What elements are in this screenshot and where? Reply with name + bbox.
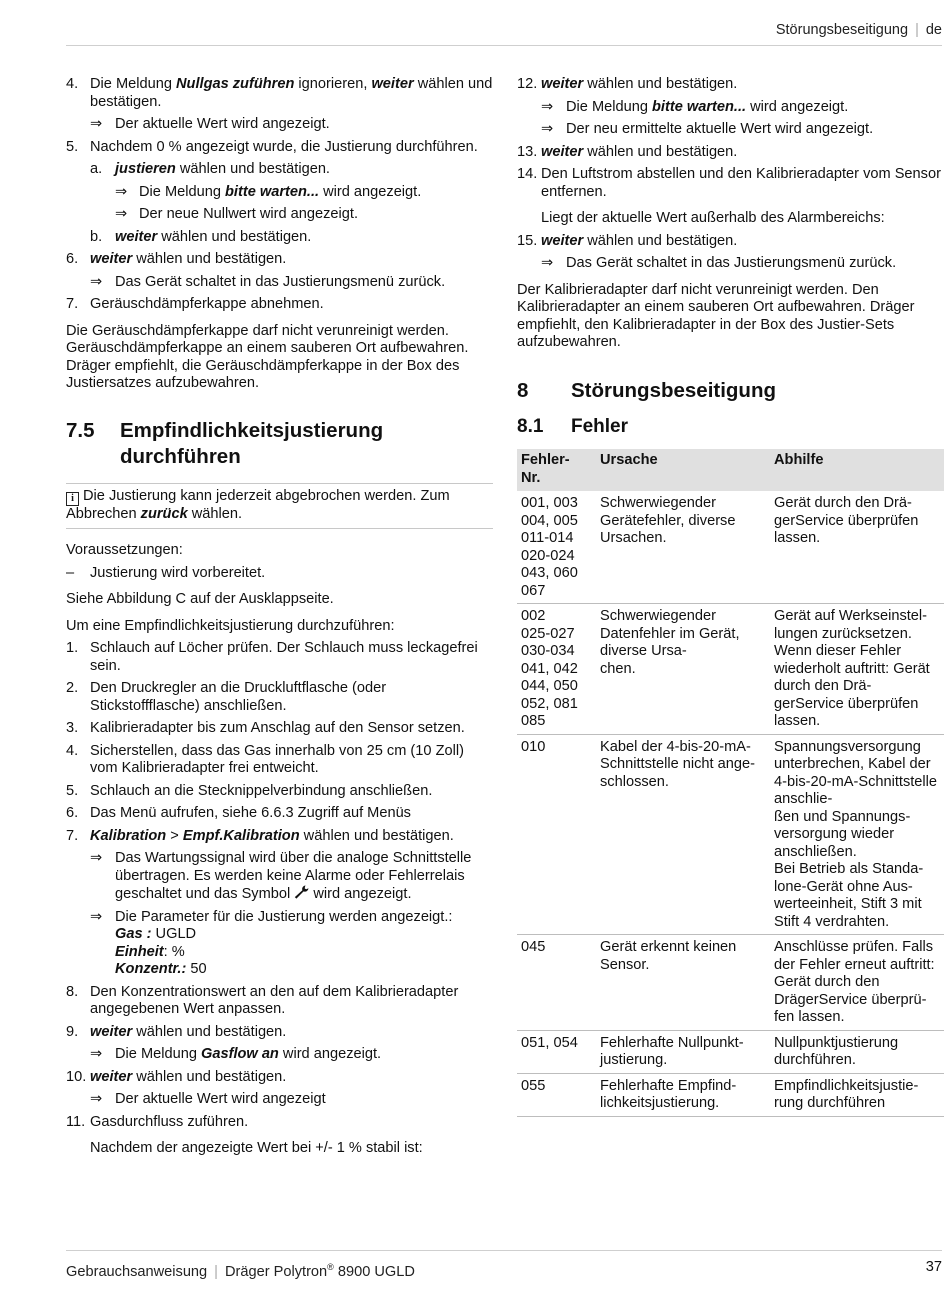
menu-separator: > [166, 827, 183, 844]
result-line [66, 116, 493, 134]
result-text: Die Meldung [115, 1046, 201, 1062]
step-6 [66, 251, 493, 269]
heading-title: Fehler [571, 415, 629, 437]
step-text: Den Luftstrom abstellen und den Kalibrieradapter vom Sensor entfernen. [541, 166, 941, 200]
step-11 [66, 1114, 493, 1132]
ui-term: justieren [115, 161, 176, 177]
step-text: Kalibrieradapter bis zum Anschlag auf den Sensor setzen. [90, 720, 465, 736]
step-text: Die Meldung [90, 76, 176, 92]
heading-number: 8.1 [517, 415, 544, 437]
cell-remedy: Spannungsversorgung unterbrechen, Kabel der 4-bis-20-mA-Schnittstelle anschlie- ßen und Spannungs- versorgung wieder anschließen. Bei Betrieb als Standa- lone-Gerät ohne Aus- werteeinheit, Stift 3 mit Stift 4 verdrahten. [770, 734, 944, 935]
prerequisites-label: Voraussetzungen: [66, 542, 183, 558]
running-header [776, 22, 942, 40]
substep-b [66, 229, 493, 247]
ui-term: weiter [541, 143, 584, 160]
cell-cause: Fehlerhafte Empfind- lichkeitsjustierung. [596, 1073, 770, 1116]
result-text: Der aktuelle Wert wird angezeigt. [115, 116, 330, 132]
step-text: Sicherstellen, dass das Gas innerhalb von 25 cm (10 Zoll) vom Kalibrieradapter frei entweicht. [90, 742, 464, 776]
result-arrow-icon: ⇒ [115, 183, 128, 200]
step-number: 1. [66, 640, 79, 656]
step-text: Nachdem 0 % angezeigt wurde, die Justierung durchführen. [90, 138, 478, 155]
result-text: Der aktuelle Wert wird angezeigt [115, 1091, 326, 1107]
step-text: ignorieren, [294, 76, 372, 92]
section-heading-8 [517, 378, 944, 404]
result-arrow-icon: ⇒ [90, 116, 103, 132]
step-11-note [66, 1140, 493, 1158]
step-number: 12. [517, 76, 538, 92]
step-15 [517, 233, 944, 251]
result-text: wird angezeigt. [319, 183, 422, 200]
ui-term: weiter [371, 76, 414, 92]
ui-term: Gasflow an [201, 1046, 279, 1062]
cell-remedy: Nullpunktjustierung durchführen. [770, 1030, 944, 1073]
step-number: 10. [66, 1068, 87, 1085]
cell-cause: Schwerwiegender Datenfehler im Gerät, diverse Ursa- chen. [596, 604, 770, 735]
result-line [66, 206, 493, 224]
result-arrow-icon: ⇒ [90, 273, 103, 290]
ui-term: weiter [115, 228, 158, 245]
heading-number: 8 [517, 378, 529, 402]
ui-term: zurück [140, 505, 188, 522]
prerequisite-item [66, 565, 493, 583]
wrench-icon [294, 885, 309, 899]
ui-term: weiter [90, 251, 133, 267]
step-14-note [517, 210, 944, 228]
header-rule [66, 45, 942, 46]
running-footer [66, 1259, 415, 1281]
footer-product: Dräger Polytron [224, 1263, 328, 1280]
cell-remedy: Empfindlichkeitsjustie- rung durchführen [770, 1073, 944, 1116]
section-heading-7-5 [66, 418, 493, 470]
result-arrow-icon: ⇒ [90, 1091, 103, 1107]
cell-cause: Fehlerhafte Nullpunkt- justierung. [596, 1030, 770, 1073]
step-8 [66, 984, 493, 1019]
step-5b [66, 783, 493, 801]
step-text: wählen und bestätigen. [132, 251, 287, 267]
result-line [517, 99, 944, 117]
step-text: wählen und bestätigen. [299, 827, 454, 844]
result-text: wird angezeigt. [746, 98, 849, 115]
step-text: wählen und bestätigen. [132, 1068, 287, 1085]
cell-cause: Gerät erkennt keinen Sensor. [596, 935, 770, 1031]
note-text: Die Justierung kann jederzeit abgebrochen werden. Zum Abbrechen [66, 487, 450, 522]
param-key: Gas : [115, 926, 152, 942]
result-arrow-icon: ⇒ [90, 850, 103, 866]
step-number: 5. [66, 782, 79, 799]
step-6b [66, 805, 493, 823]
error-table [517, 449, 944, 1117]
step-text: Das Menü aufrufen, siehe 6.6.3 Zugriff auf Menüs [90, 805, 411, 821]
param-value: UGLD [151, 926, 197, 942]
step-4 [66, 76, 493, 111]
footer-rule [66, 1250, 942, 1251]
ui-term: Kalibration [90, 827, 167, 844]
result-line [66, 850, 493, 904]
step-number: 13. [517, 143, 538, 160]
result-arrow-icon: ⇒ [115, 206, 128, 222]
step-text: wählen und bestätigen. [175, 161, 330, 177]
step-text: Schlauch auf Löcher prüfen. Der Schlauch muss leckagefrei sein. [90, 640, 478, 674]
result-text: Das Gerät schaltet in das Justierungsmenü zurück. [115, 273, 446, 290]
info-icon: i [66, 492, 79, 506]
step-7b [66, 828, 493, 846]
footer-doc-type: Gebrauchsanweisung [66, 1263, 208, 1280]
step-number: 2. [66, 680, 79, 696]
column-header-cause: Ursache [596, 449, 770, 491]
cell-error-no: 055 [517, 1073, 596, 1116]
step-text: wählen und bestätigen. [132, 1023, 287, 1040]
step-text: Den Konzentrationswert an den auf dem Kalibrieradapter angegebenen Wert anpassen. [90, 983, 459, 1017]
cell-error-no: 001, 003 004, 005 011-014 020-024 043, 060 067 [517, 491, 596, 604]
step-number: 4. [66, 742, 79, 759]
see-figure: Siehe Abbildung C auf der Ausklappseite. [66, 591, 334, 607]
table-header-row [517, 449, 944, 491]
step-2 [66, 680, 493, 715]
paragraph: Die Geräuschdämpferkappe darf nicht verunreinigt werden. Geräuschdämpferkappe an einem sauberen Ort aufbewahren. Dräger empfiehlt, die Geräuschdämpferkappe in der Box des Justiersatzes aufzubewahren. [66, 322, 469, 391]
result-text: wird angezeigt. [309, 886, 412, 902]
result-line [517, 255, 944, 273]
step-4b [66, 743, 493, 778]
result-line [66, 274, 493, 292]
paragraph: Der Kalibrieradapter darf nicht verunreinigt werden. Den Kalibrieradapter an einem sauberen Ort aufbewahren. Dräger empfiehlt, den Kalibrieradapter in der Box des Justier-Sets aufzubewahren. [517, 281, 915, 350]
substep-letter: b. [90, 228, 103, 245]
step-number: 14. [517, 166, 538, 182]
step-3 [66, 720, 493, 738]
result-arrow-icon: ⇒ [541, 98, 554, 115]
left-column [66, 76, 493, 1158]
heading-title: Störungsbeseitigung [571, 378, 776, 402]
step-text: Liegt der aktuelle Wert außerhalb des Alarmbereichs: [541, 210, 885, 226]
header-separator: | [915, 22, 919, 38]
step-text: wählen und bestätigen. [583, 76, 738, 92]
list-text: Justierung wird vorbereitet. [90, 564, 266, 581]
table-row [517, 604, 944, 735]
step-number: 6. [66, 805, 79, 821]
step-number: 4. [66, 76, 79, 92]
step-10 [66, 1069, 493, 1087]
step-number: 8. [66, 983, 79, 1000]
step-7 [66, 296, 493, 314]
result-text: Der neu ermittelte aktuelle Wert wird angezeigt. [566, 121, 874, 137]
param-value: 50 [186, 961, 207, 977]
step-text: Nachdem der angezeigte Wert bei +/- 1 % stabil ist: [90, 1140, 423, 1156]
cell-error-no: 045 [517, 935, 596, 1031]
ui-term: Empf.Kalibration [182, 827, 300, 844]
step-text: Den Druckregler an die Druckluftflasche (oder Stickstoffflasche) anschließen. [90, 680, 387, 714]
result-arrow-icon: ⇒ [541, 255, 554, 271]
step-9 [66, 1024, 493, 1042]
cell-remedy: Gerät auf Werkseinstel- lungen zurücksetzen. Wenn dieser Fehler wiederholt auftritt: Gerät durch den Drä- gerService überprüfen lassen. [770, 604, 944, 735]
cell-cause: Schwerwiegender Gerätefehler, diverse Ursachen. [596, 491, 770, 604]
step-13 [517, 144, 944, 162]
result-text: Die Meldung [566, 98, 652, 115]
step-text: wählen und bestätigen. [157, 228, 312, 245]
step-text: wählen und bestätigen. [583, 143, 738, 160]
step-text: Schlauch an die Stecknippelverbindung anschließen. [90, 782, 433, 799]
registered-mark: ® [327, 1262, 334, 1272]
right-column [517, 76, 944, 440]
param-key: Konzentr.: [115, 961, 187, 977]
heading-number: 7.5 [66, 418, 95, 442]
procedure-intro: Um eine Empfindlichkeitsjustierung durchzuführen: [66, 617, 395, 634]
header-section: Störungsbeseitigung [775, 22, 909, 38]
step-number: 6. [66, 251, 79, 267]
table-row [517, 935, 944, 1031]
cell-remedy: Anschlüsse prüfen. Falls der Fehler erneut auftritt: Gerät durch den DrägerService überprü- fen lassen. [770, 935, 944, 1031]
result-text: Der neue Nullwert wird angezeigt. [139, 206, 359, 222]
result-text: Das Wartungssignal wird über die analoge Schnittstelle übertragen. Es werden keine Alarme oder Fehlerrelais geschaltet und das Symbol [115, 850, 472, 902]
step-number: 9. [66, 1023, 79, 1040]
step-text: wählen und bestätigen. [90, 76, 493, 110]
result-text: Das Gerät schaltet in das Justierungsmenü zurück. [566, 255, 897, 271]
result-line [66, 184, 493, 202]
table-row [517, 1030, 944, 1073]
substep-a [66, 161, 493, 179]
substep-letter: a. [90, 161, 103, 177]
ui-term: weiter [90, 1068, 133, 1085]
step-number: 15. [517, 232, 538, 249]
list-dash: – [66, 564, 75, 581]
step-text: wählen und bestätigen. [583, 232, 738, 249]
result-line [66, 909, 493, 979]
step-text: Gasdurchfluss zuführen. [90, 1113, 249, 1130]
page-number: 37 [925, 1259, 942, 1275]
result-text: wird angezeigt. [278, 1046, 382, 1062]
table-row [517, 1073, 944, 1116]
ui-term: weiter [90, 1023, 133, 1040]
note-text: wählen. [187, 505, 243, 522]
cell-error-no: 002 025-027 030-034 041, 042 044, 050 052, 081 085 [517, 604, 596, 735]
ui-term: weiter [541, 76, 584, 92]
table-row [517, 734, 944, 935]
column-header-error-no: Fehler- Nr. [517, 449, 596, 491]
footer-model: 8900 UGLD [333, 1263, 415, 1280]
step-number: 3. [66, 720, 79, 736]
result-line [66, 1046, 493, 1064]
step-number: 7. [66, 296, 79, 312]
param-key: Einheit [115, 943, 164, 960]
cell-error-no: 010 [517, 734, 596, 935]
heading-title: Empfindlichkeitsjustierung durchführen [120, 418, 384, 468]
step-number: 5. [66, 138, 79, 155]
step-5 [66, 139, 493, 157]
result-line [66, 1091, 493, 1109]
ui-term: Nullgas zuführen [176, 76, 295, 92]
step-number: 11. [66, 1113, 86, 1130]
step-12 [517, 76, 944, 94]
ui-term: weiter [541, 232, 584, 249]
step-number: 7. [66, 827, 79, 844]
result-arrow-icon: ⇒ [90, 1046, 103, 1062]
step-1 [66, 640, 493, 675]
column-header-remedy: Abhilfe [770, 449, 944, 491]
param-value: : % [163, 943, 185, 960]
footer-separator: | [214, 1263, 218, 1280]
ui-term: bitte warten... [652, 98, 747, 115]
result-arrow-icon: ⇒ [90, 908, 103, 925]
section-heading-8-1 [517, 414, 944, 440]
ui-term: bitte warten... [225, 183, 320, 200]
cell-error-no: 051, 054 [517, 1030, 596, 1073]
cell-remedy: Gerät durch den Drä- gerService überprüfen lassen. [770, 491, 944, 604]
step-14 [517, 166, 944, 201]
result-text: Die Parameter für die Justierung werden angezeigt.: [115, 908, 453, 925]
info-note [66, 483, 493, 530]
result-line [517, 121, 944, 139]
header-language: de [925, 22, 942, 38]
result-arrow-icon: ⇒ [541, 121, 554, 137]
table-row [517, 491, 944, 604]
cell-cause: Kabel der 4-bis-20-mA-Schnittstelle nicht ange- schlossen. [596, 734, 770, 935]
result-text: Die Meldung [139, 183, 225, 200]
step-text: Geräuschdämpferkappe abnehmen. [90, 296, 324, 312]
